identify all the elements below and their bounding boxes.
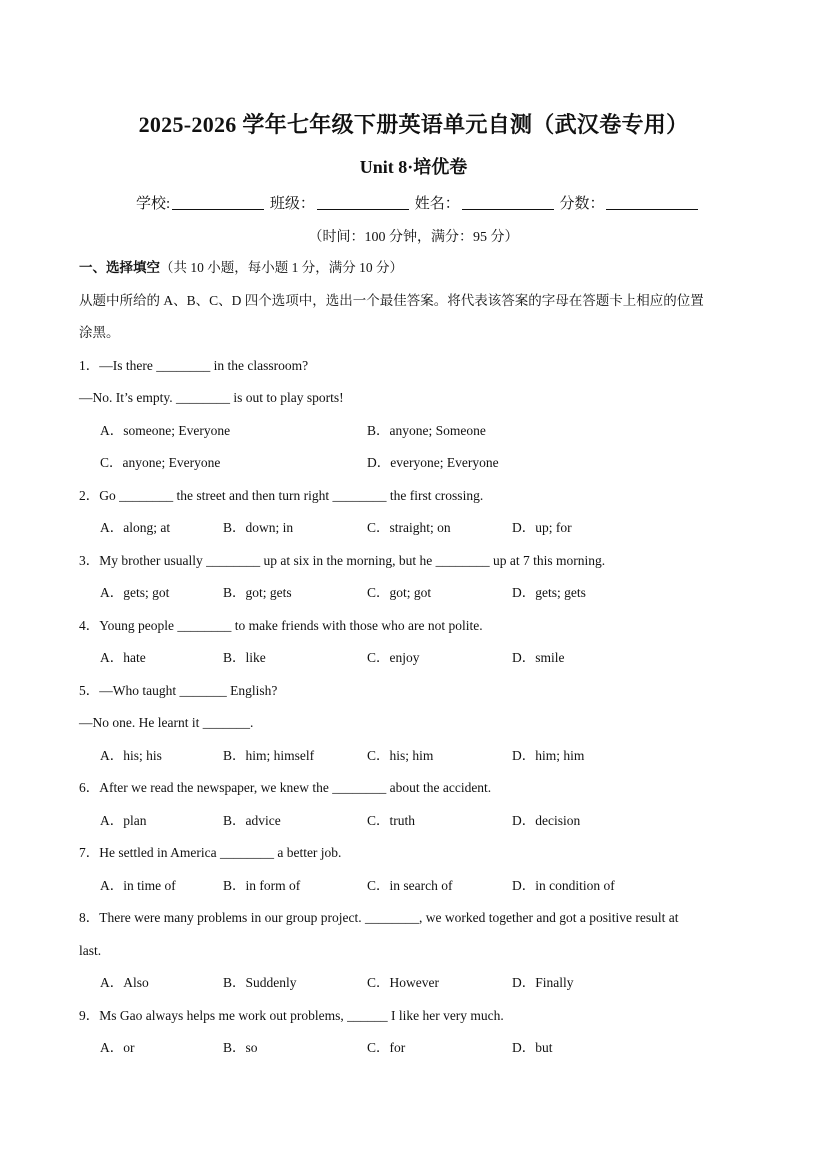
option-d[interactable]: D．gets; gets: [512, 585, 586, 600]
option-c[interactable]: C．for: [367, 1040, 406, 1055]
options-row: [79, 415, 759, 448]
section-heading: [79, 252, 759, 285]
question-text: 2．Go ________ the street and then turn right ________ the first crossing.: [79, 487, 484, 503]
option-d[interactable]: D．smile: [512, 650, 565, 665]
question-text: last.: [79, 942, 102, 958]
option-b[interactable]: B．advice: [223, 812, 281, 828]
option-b[interactable]: B．like: [223, 650, 266, 665]
options-row: [79, 805, 759, 838]
class-label: 班级：: [269, 196, 315, 212]
name-field[interactable]: [462, 195, 554, 210]
question-item: [79, 675, 759, 773]
option-b[interactable]: B．got; gets: [223, 585, 292, 600]
question-text: 9．Ms Gao always helps me work out problems, ______ I like her very much.: [79, 1007, 504, 1023]
option-d[interactable]: D．but: [512, 1040, 553, 1055]
option-c[interactable]: C．straight; on: [367, 520, 451, 535]
option-a[interactable]: A．along; at: [100, 520, 171, 535]
question-item: [79, 350, 759, 480]
option-d[interactable]: D．in condition of: [512, 877, 615, 893]
score-field[interactable]: [606, 195, 698, 210]
section-title: 一、选择填空: [79, 260, 160, 275]
question-text: 4．Young people ________ to make friends with those who are not polite.: [79, 617, 483, 633]
section-note: （共 10 小题，每小题 1 分，满分 10 分）: [160, 260, 403, 275]
option-d[interactable]: D．decision: [512, 812, 581, 828]
option-c[interactable]: C．enjoy: [367, 650, 420, 665]
option-a[interactable]: A．Also: [100, 975, 149, 990]
name-label: 姓名：: [414, 196, 460, 212]
question-item: [79, 480, 759, 545]
question-text: 6．After we read the newspaper, we knew the ________ about the accident.: [79, 780, 492, 795]
options-row: [79, 967, 759, 1000]
option-c[interactable]: C．truth: [367, 812, 416, 828]
question-text: 8．There were many problems in our group project. ________, we worked together and got a positive result at: [79, 910, 679, 925]
question-text: 3．My brother usually ________ up at six in the morning, but he ________ up at 7 this morning.: [79, 552, 606, 568]
question-list: [79, 350, 759, 1065]
option-c[interactable]: C．anyone; Everyone: [100, 455, 221, 470]
school-label: 学校:: [136, 196, 171, 212]
question-item: [79, 772, 759, 837]
question-text: —No. It’s empty. ________ is out to play sports!: [79, 390, 344, 405]
option-c[interactable]: C．in search of: [367, 877, 453, 893]
question-item: [79, 610, 759, 675]
instruction-line: 从题中所给的 A、B、C、D 四个选项中，选出一个最佳答案。将代表该答案的字母在答题卡上相应的位置: [79, 292, 704, 308]
option-a[interactable]: A．plan: [100, 812, 147, 828]
option-b[interactable]: B．him; himself: [223, 747, 315, 763]
option-c[interactable]: C．his; him: [367, 747, 434, 763]
student-info-row: [136, 192, 700, 213]
question-text: 7．He settled in America ________ a better job.: [79, 845, 342, 860]
question-text: 1．—Is there ________ in the classroom?: [79, 357, 309, 373]
option-a[interactable]: A．hate: [100, 650, 146, 665]
option-d[interactable]: D．Finally: [512, 975, 574, 990]
option-a[interactable]: A．gets; got: [100, 585, 170, 600]
option-a[interactable]: A．or: [100, 1040, 135, 1055]
options-row: [79, 1032, 759, 1065]
option-c[interactable]: C．However: [367, 975, 439, 990]
option-d[interactable]: D．everyone; Everyone: [367, 455, 499, 470]
options-row: [79, 740, 759, 773]
question-item: [79, 1000, 759, 1065]
exam-subtitle: Unit 8·培优卷: [359, 157, 468, 177]
question-item: [79, 545, 759, 610]
instruction-line: 涂黑。: [79, 325, 120, 340]
question-item: [79, 837, 759, 902]
option-b[interactable]: B．Suddenly: [223, 975, 297, 990]
option-b[interactable]: B．in form of: [223, 877, 301, 893]
score-label: 分数：: [559, 196, 605, 212]
question-text: —No one. He learnt it _______.: [79, 715, 254, 730]
option-d[interactable]: D．him; him: [512, 747, 585, 763]
option-b[interactable]: B．down; in: [223, 520, 294, 535]
option-d[interactable]: D．up; for: [512, 520, 572, 535]
option-a[interactable]: A．in time of: [100, 877, 176, 893]
options-row: [79, 642, 759, 675]
options-row: [79, 577, 759, 610]
question-section: [79, 252, 759, 1065]
option-b[interactable]: B．anyone; Someone: [367, 422, 486, 438]
class-field[interactable]: [317, 195, 409, 210]
question-item: [79, 902, 759, 1000]
exam-title: 2025-2026 学年七年级下册英语单元自测（武汉卷专用）: [138, 112, 689, 137]
time-note: （时间：100 分钟，满分：95 分）: [308, 230, 519, 245]
option-a[interactable]: A．someone; Everyone: [100, 422, 231, 438]
question-text: 5．—Who taught _______ English?: [79, 682, 278, 698]
option-c[interactable]: C．got; got: [367, 585, 432, 600]
options-row: [79, 447, 759, 480]
options-row: [79, 870, 759, 903]
options-row: [79, 512, 759, 545]
option-b[interactable]: B．so: [223, 1040, 258, 1055]
school-field[interactable]: [172, 195, 264, 210]
option-a[interactable]: A．his; his: [100, 747, 162, 763]
